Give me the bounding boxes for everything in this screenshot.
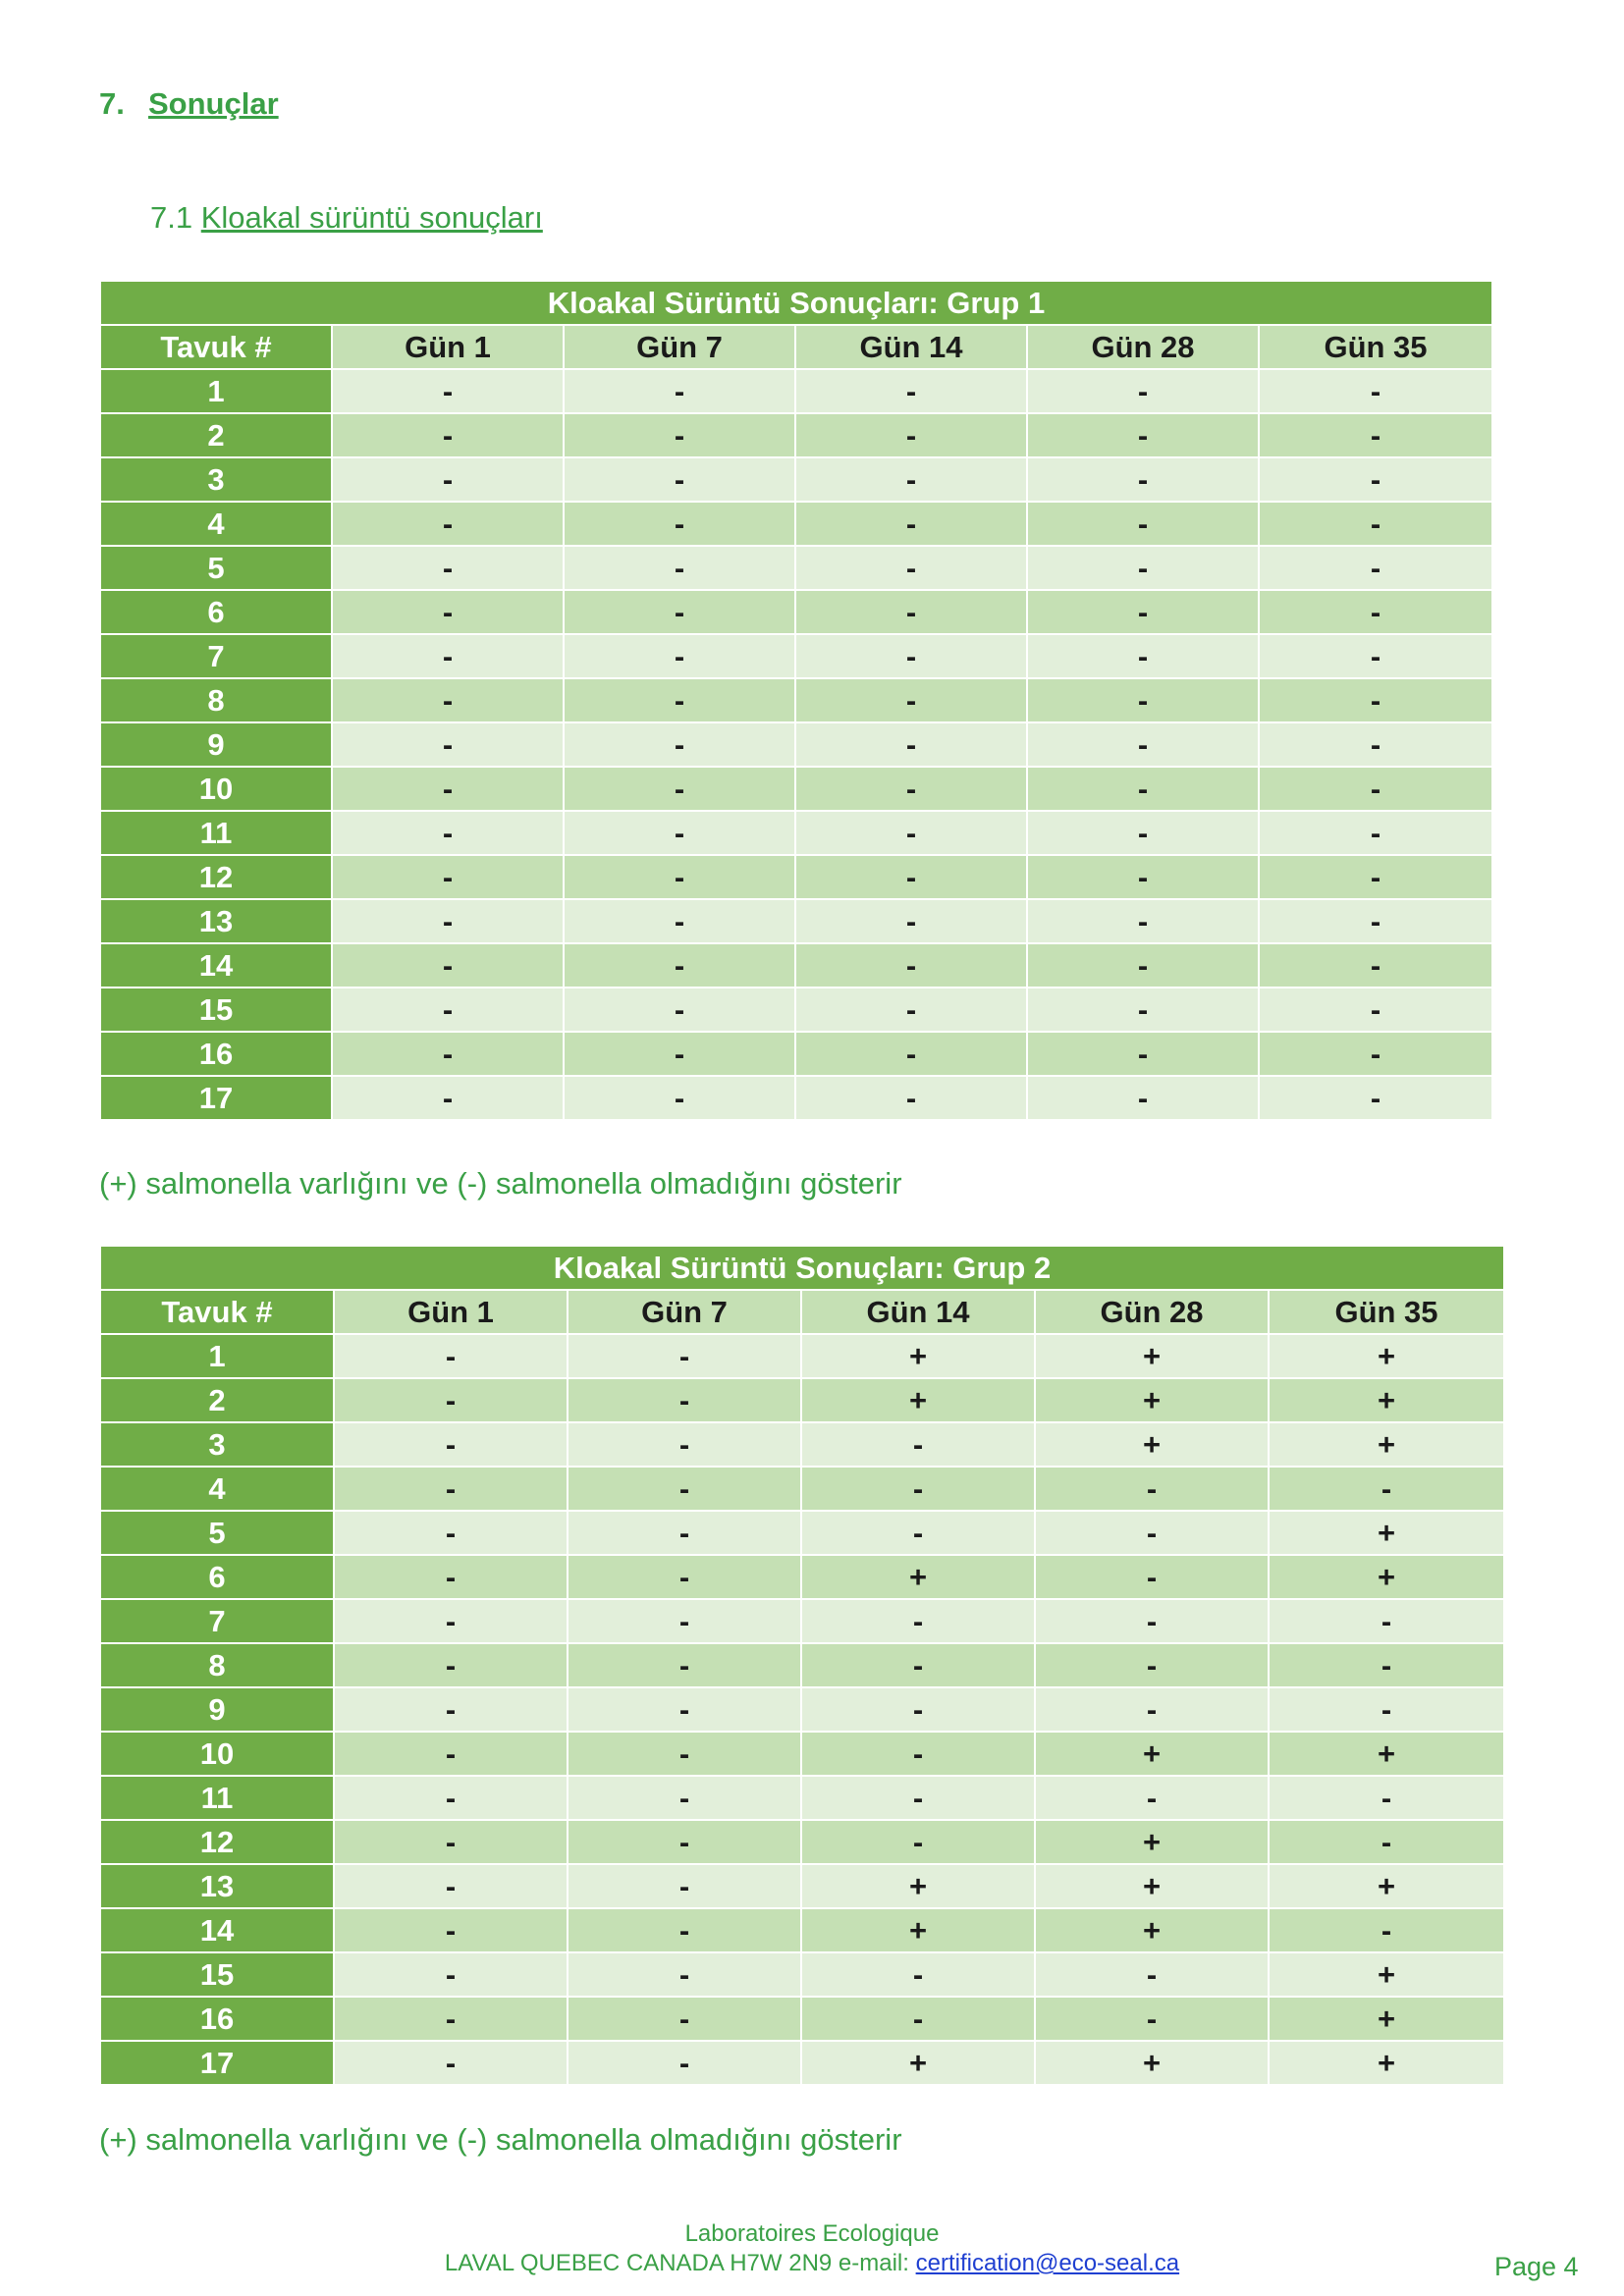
result-cell: + — [801, 1378, 1035, 1422]
result-cell: - — [568, 1820, 801, 1864]
table-row — [100, 546, 1492, 590]
result-cell: - — [801, 1422, 1035, 1467]
result-cell: + — [1035, 1378, 1269, 1422]
result-cell: + — [1269, 1378, 1504, 1422]
table-row — [100, 1599, 1504, 1643]
result-cell: - — [1259, 855, 1492, 899]
result-cell: - — [568, 1555, 801, 1599]
result-cell: - — [795, 722, 1027, 767]
table-row — [100, 1997, 1504, 2041]
hen-number-cell: 6 — [100, 1555, 334, 1599]
column-header: Gün 1 — [334, 1290, 568, 1334]
results-table-group-1 — [99, 280, 1493, 1121]
section-title: Sonuçlar — [148, 86, 279, 121]
result-cell: - — [1259, 943, 1492, 988]
result-cell: + — [1269, 1864, 1504, 1908]
table-row — [100, 413, 1492, 457]
table-row — [100, 1334, 1504, 1378]
hen-number-cell: 13 — [100, 1864, 334, 1908]
result-cell: - — [332, 988, 564, 1032]
result-cell: - — [795, 1076, 1027, 1120]
result-cell: - — [801, 1776, 1035, 1820]
result-cell: - — [334, 1378, 568, 1422]
section-number: 7. — [99, 86, 125, 121]
result-cell: - — [564, 413, 795, 457]
hen-number-cell: 3 — [100, 457, 332, 502]
column-header: Gün 35 — [1259, 325, 1492, 369]
result-cell: - — [1259, 502, 1492, 546]
result-cell: - — [334, 1643, 568, 1687]
result-cell: + — [1035, 1820, 1269, 1864]
result-cell: - — [564, 502, 795, 546]
result-cell: + — [1269, 1334, 1504, 1378]
table-row — [100, 943, 1492, 988]
table-row — [100, 590, 1492, 634]
table-row — [100, 1952, 1504, 1997]
table-title: Kloakal Sürüntü Sonuçları: Grup 1 — [100, 281, 1492, 325]
hen-number-cell: 15 — [100, 1952, 334, 1997]
result-cell: - — [568, 1643, 801, 1687]
result-cell: - — [332, 722, 564, 767]
table-row — [100, 988, 1492, 1032]
result-cell: - — [564, 988, 795, 1032]
result-cell: + — [1035, 2041, 1269, 2085]
table-title-row — [100, 281, 1492, 325]
table-row — [100, 1467, 1504, 1511]
hen-number-cell: 5 — [100, 546, 332, 590]
hen-number-cell: 2 — [100, 1378, 334, 1422]
column-header: Tavuk # — [100, 1290, 334, 1334]
result-cell: - — [568, 1687, 801, 1732]
result-cell: - — [795, 502, 1027, 546]
result-cell: + — [1269, 1555, 1504, 1599]
result-cell: - — [332, 634, 564, 678]
result-cell: - — [1035, 1997, 1269, 2041]
hen-number-cell: 10 — [100, 1732, 334, 1776]
result-cell: - — [1035, 1687, 1269, 1732]
table-row — [100, 2041, 1504, 2085]
result-cell: - — [1027, 634, 1259, 678]
result-cell: - — [1269, 1467, 1504, 1511]
result-cell: - — [795, 767, 1027, 811]
result-cell: + — [1035, 1422, 1269, 1467]
result-cell: - — [795, 678, 1027, 722]
result-cell: + — [1035, 1864, 1269, 1908]
result-cell: - — [568, 1908, 801, 1952]
result-cell: - — [1259, 634, 1492, 678]
result-cell: - — [801, 1952, 1035, 1997]
hen-number-cell: 16 — [100, 1032, 332, 1076]
column-header: Gün 14 — [795, 325, 1027, 369]
result-cell: - — [801, 1997, 1035, 2041]
result-cell: + — [1269, 1952, 1504, 1997]
result-cell: - — [334, 1555, 568, 1599]
table-row — [100, 369, 1492, 413]
table-row — [100, 678, 1492, 722]
result-cell: - — [564, 634, 795, 678]
result-cell: + — [801, 2041, 1035, 2085]
result-cell: - — [568, 1467, 801, 1511]
result-cell: + — [801, 1334, 1035, 1378]
result-cell: - — [564, 590, 795, 634]
table-row — [100, 722, 1492, 767]
result-cell: - — [568, 1997, 801, 2041]
result-cell: - — [1027, 457, 1259, 502]
result-cell: - — [1027, 546, 1259, 590]
table-title: Kloakal Sürüntü Sonuçları: Grup 2 — [100, 1246, 1504, 1290]
hen-number-cell: 9 — [100, 1687, 334, 1732]
result-cell: - — [1027, 899, 1259, 943]
result-cell: - — [1035, 1643, 1269, 1687]
result-cell: - — [795, 811, 1027, 855]
result-cell: - — [332, 546, 564, 590]
result-cell: - — [334, 1422, 568, 1467]
table-row — [100, 457, 1492, 502]
result-cell: + — [1269, 2041, 1504, 2085]
result-cell: - — [564, 722, 795, 767]
result-cell: + — [1269, 1511, 1504, 1555]
result-cell: - — [334, 1820, 568, 1864]
result-cell: - — [1259, 767, 1492, 811]
result-cell: - — [1259, 457, 1492, 502]
result-cell: - — [1027, 943, 1259, 988]
table-row — [100, 1643, 1504, 1687]
result-cell: - — [1027, 413, 1259, 457]
footer-email-link[interactable]: certification@eco-seal.ca — [915, 2250, 1180, 2276]
result-cell: - — [332, 502, 564, 546]
hen-number-cell: 13 — [100, 899, 332, 943]
hen-number-cell: 9 — [100, 722, 332, 767]
result-cell: - — [334, 1599, 568, 1643]
result-cell: - — [1027, 722, 1259, 767]
result-cell: - — [332, 590, 564, 634]
result-cell: - — [564, 369, 795, 413]
result-cell: - — [801, 1820, 1035, 1864]
table-row — [100, 502, 1492, 546]
hen-number-cell: 8 — [100, 1643, 334, 1687]
result-cell: - — [334, 1952, 568, 1997]
hen-number-cell: 10 — [100, 767, 332, 811]
result-cell: - — [1269, 1908, 1504, 1952]
table-title-row — [100, 1246, 1504, 1290]
hen-number-cell: 4 — [100, 1467, 334, 1511]
result-cell: - — [1027, 767, 1259, 811]
result-cell: + — [1269, 1732, 1504, 1776]
hen-number-cell: 17 — [100, 1076, 332, 1120]
hen-number-cell: 12 — [100, 855, 332, 899]
result-cell: - — [1027, 678, 1259, 722]
result-cell: - — [1035, 1776, 1269, 1820]
result-cell: - — [564, 1076, 795, 1120]
result-cell: - — [1027, 1032, 1259, 1076]
column-header: Tavuk # — [100, 325, 332, 369]
result-cell: - — [334, 1334, 568, 1378]
result-cell: - — [1027, 590, 1259, 634]
result-cell: - — [1259, 369, 1492, 413]
result-cell: - — [1259, 899, 1492, 943]
table-row — [100, 1555, 1504, 1599]
results-table-group-2 — [99, 1245, 1505, 2086]
result-cell: - — [1259, 413, 1492, 457]
result-cell: - — [564, 678, 795, 722]
result-cell: - — [568, 2041, 801, 2085]
result-cell: - — [332, 457, 564, 502]
section-heading — [99, 86, 279, 122]
legend-note-group-2: (+) salmonella varlığını ve (-) salmonella olmadığını gösterir — [99, 2122, 902, 2157]
legend-note-group-1: (+) salmonella varlığını ve (-) salmonella olmadığını gösterir — [99, 1166, 902, 1201]
table-row — [100, 1820, 1504, 1864]
column-header: Gün 1 — [332, 325, 564, 369]
result-cell: - — [568, 1599, 801, 1643]
result-cell: - — [332, 413, 564, 457]
result-cell: - — [332, 678, 564, 722]
result-cell: - — [1027, 502, 1259, 546]
footer-lab-name: Laboratoires Ecologique — [684, 2220, 940, 2247]
result-cell: - — [334, 1776, 568, 1820]
result-cell: - — [334, 2041, 568, 2085]
table-row — [100, 1776, 1504, 1820]
result-cell: - — [795, 1032, 1027, 1076]
column-header: Gün 28 — [1027, 325, 1259, 369]
subsection-heading — [150, 200, 543, 236]
result-cell: - — [568, 1732, 801, 1776]
hen-number-cell: 1 — [100, 369, 332, 413]
table-row — [100, 1687, 1504, 1732]
result-cell: - — [1035, 1555, 1269, 1599]
table-row — [100, 811, 1492, 855]
result-cell: - — [1259, 590, 1492, 634]
result-cell: - — [1035, 1467, 1269, 1511]
result-cell: - — [334, 1511, 568, 1555]
result-cell: - — [568, 1952, 801, 1997]
hen-number-cell: 14 — [100, 1908, 334, 1952]
result-cell: - — [1259, 722, 1492, 767]
hen-number-cell: 14 — [100, 943, 332, 988]
hen-number-cell: 11 — [100, 811, 332, 855]
result-cell: - — [564, 767, 795, 811]
result-cell: - — [1259, 546, 1492, 590]
hen-number-cell: 7 — [100, 1599, 334, 1643]
table-row — [100, 899, 1492, 943]
hen-number-cell: 7 — [100, 634, 332, 678]
result-cell: - — [1259, 988, 1492, 1032]
result-cell: - — [801, 1687, 1035, 1732]
result-cell: - — [564, 855, 795, 899]
page-number: Page 4 — [1494, 2252, 1579, 2281]
result-cell: - — [332, 369, 564, 413]
result-cell: - — [334, 1997, 568, 2041]
hen-number-cell: 12 — [100, 1820, 334, 1864]
result-cell: - — [801, 1467, 1035, 1511]
result-cell: - — [332, 811, 564, 855]
footer-address-text: LAVAL QUEBEC CANADA H7W 2N9 e-mail: — [444, 2250, 916, 2276]
result-cell: - — [801, 1732, 1035, 1776]
table-row — [100, 634, 1492, 678]
result-cell: - — [1269, 1820, 1504, 1864]
result-cell: - — [1259, 1032, 1492, 1076]
result-cell: - — [1027, 1076, 1259, 1120]
result-cell: - — [568, 1511, 801, 1555]
result-cell: - — [564, 546, 795, 590]
result-cell: - — [795, 899, 1027, 943]
result-cell: - — [564, 1032, 795, 1076]
result-cell: - — [334, 1467, 568, 1511]
result-cell: - — [334, 1732, 568, 1776]
result-cell: - — [1269, 1687, 1504, 1732]
result-cell: - — [801, 1511, 1035, 1555]
result-cell: - — [568, 1864, 801, 1908]
result-cell: + — [801, 1555, 1035, 1599]
hen-number-cell: 2 — [100, 413, 332, 457]
result-cell: - — [795, 855, 1027, 899]
result-cell: - — [801, 1599, 1035, 1643]
hen-number-cell: 11 — [100, 1776, 334, 1820]
result-cell: + — [801, 1908, 1035, 1952]
column-header: Gün 28 — [1035, 1290, 1269, 1334]
hen-number-cell: 4 — [100, 502, 332, 546]
result-cell: - — [795, 413, 1027, 457]
result-cell: - — [564, 943, 795, 988]
result-cell: - — [1259, 811, 1492, 855]
result-cell: - — [1027, 855, 1259, 899]
result-cell: - — [795, 634, 1027, 678]
result-cell: - — [568, 1378, 801, 1422]
hen-number-cell: 17 — [100, 2041, 334, 2085]
result-cell: - — [564, 899, 795, 943]
result-cell: - — [1269, 1643, 1504, 1687]
result-cell: - — [568, 1334, 801, 1378]
result-cell: - — [568, 1422, 801, 1467]
result-cell: - — [334, 1687, 568, 1732]
hen-number-cell: 6 — [100, 590, 332, 634]
table-row — [100, 1032, 1492, 1076]
footer-address — [0, 2250, 1624, 2277]
table-header-row — [100, 325, 1492, 369]
column-header: Gün 7 — [564, 325, 795, 369]
table-row — [100, 1908, 1504, 1952]
result-cell: - — [564, 811, 795, 855]
result-cell: - — [332, 1032, 564, 1076]
column-header: Gün 35 — [1269, 1290, 1504, 1334]
result-cell: + — [1269, 1997, 1504, 2041]
result-cell: - — [568, 1776, 801, 1820]
result-cell: + — [801, 1864, 1035, 1908]
result-cell: - — [1259, 1076, 1492, 1120]
result-cell: - — [332, 1076, 564, 1120]
table-row — [100, 1864, 1504, 1908]
table-row — [100, 855, 1492, 899]
result-cell: - — [795, 546, 1027, 590]
table-row — [100, 1076, 1492, 1120]
result-cell: - — [795, 369, 1027, 413]
result-cell: - — [1027, 988, 1259, 1032]
result-cell: - — [795, 988, 1027, 1032]
result-cell: - — [334, 1864, 568, 1908]
result-cell: - — [1035, 1511, 1269, 1555]
result-cell: - — [334, 1908, 568, 1952]
table-row — [100, 1732, 1504, 1776]
subsection-title: Kloakal sürüntü sonuçları — [200, 200, 543, 235]
table-row — [100, 767, 1492, 811]
table-row — [100, 1378, 1504, 1422]
result-cell: - — [1259, 678, 1492, 722]
result-cell: - — [332, 767, 564, 811]
hen-number-cell: 1 — [100, 1334, 334, 1378]
column-header: Gün 14 — [801, 1290, 1035, 1334]
table-row — [100, 1511, 1504, 1555]
result-cell: - — [332, 855, 564, 899]
result-cell: - — [795, 590, 1027, 634]
result-cell: - — [332, 943, 564, 988]
hen-number-cell: 16 — [100, 1997, 334, 2041]
result-cell: - — [1269, 1776, 1504, 1820]
result-cell: + — [1269, 1422, 1504, 1467]
result-cell: - — [1035, 1952, 1269, 1997]
result-cell: - — [1035, 1599, 1269, 1643]
column-header: Gün 7 — [568, 1290, 801, 1334]
subsection-number: 7.1 — [150, 200, 193, 235]
result-cell: - — [795, 943, 1027, 988]
hen-number-cell: 5 — [100, 1511, 334, 1555]
hen-number-cell: 15 — [100, 988, 332, 1032]
result-cell: + — [1035, 1908, 1269, 1952]
result-cell: - — [564, 457, 795, 502]
table-row — [100, 1422, 1504, 1467]
table-header-row — [100, 1290, 1504, 1334]
result-cell: - — [1027, 811, 1259, 855]
result-cell: - — [1269, 1599, 1504, 1643]
hen-number-cell: 3 — [100, 1422, 334, 1467]
result-cell: + — [1035, 1334, 1269, 1378]
result-cell: - — [1027, 369, 1259, 413]
result-cell: - — [801, 1643, 1035, 1687]
result-cell: + — [1035, 1732, 1269, 1776]
result-cell: - — [332, 899, 564, 943]
hen-number-cell: 8 — [100, 678, 332, 722]
result-cell: - — [795, 457, 1027, 502]
